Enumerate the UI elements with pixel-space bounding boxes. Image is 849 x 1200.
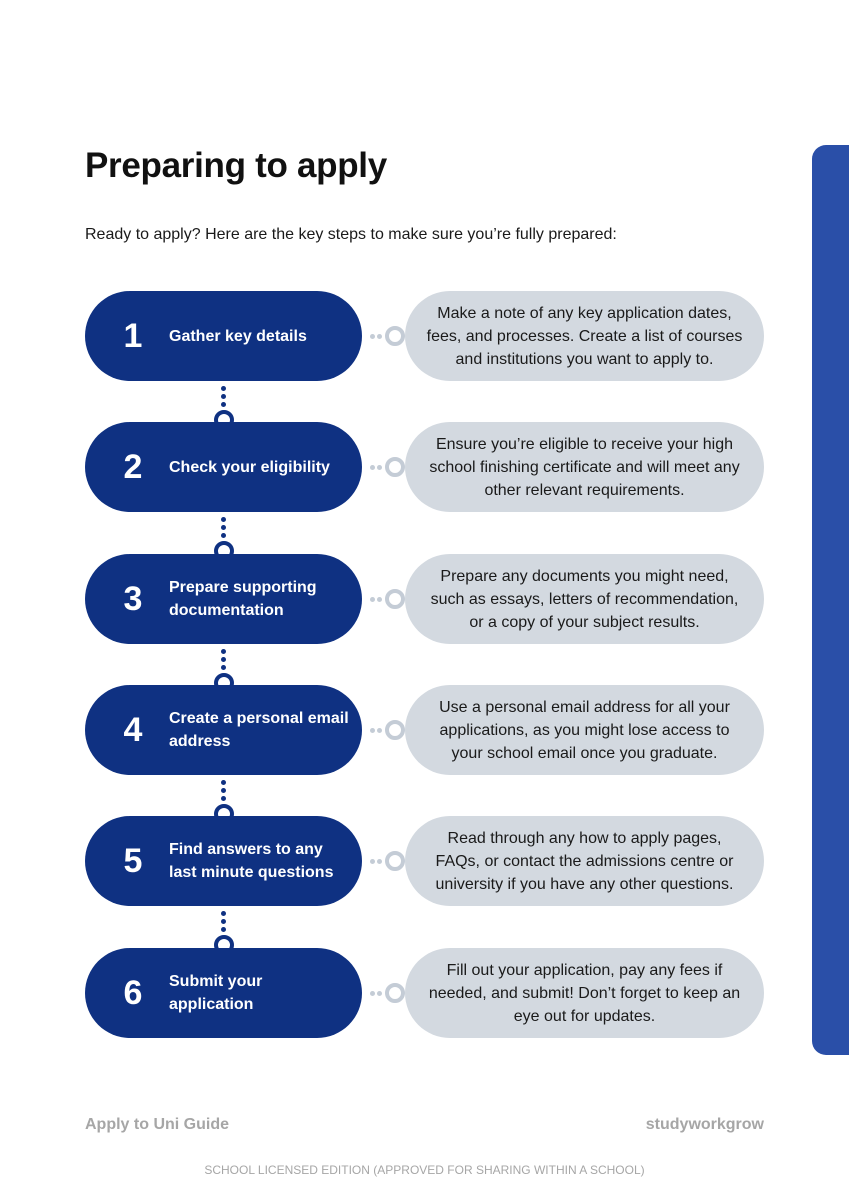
- step-number: 1: [123, 317, 143, 355]
- connector-dot: [370, 728, 375, 733]
- step-description: Ensure you’re eligible to receive your high school finishing certificate and will meet any other relevant requirements.: [405, 422, 764, 512]
- step-description: Read through any how to apply pages, FAQs, or contact the admissions centre or university if you have any other questions.: [405, 816, 764, 906]
- step-description: Prepare any documents you might need, such as essays, letters of recommendation, or a copy of your subject results.: [405, 554, 764, 644]
- step-number: 3: [123, 580, 143, 618]
- step-description: Fill out your application, pay any fees if needed, and submit! Don’t forget to keep an eye out for updates.: [405, 948, 764, 1038]
- timeline-dot: [221, 665, 226, 670]
- connector-dot: [377, 859, 382, 864]
- intro-text: Ready to apply? Here are the key steps to make sure you’re fully prepared:: [85, 226, 617, 243]
- step-pill: [85, 685, 362, 775]
- timeline-dot: [221, 919, 226, 924]
- connector-ring: [385, 457, 405, 477]
- connector-dot: [377, 597, 382, 602]
- connector-ring: [385, 720, 405, 740]
- connector-dot: [377, 728, 382, 733]
- step-pill: [85, 554, 362, 644]
- connector-dot: [370, 991, 375, 996]
- side-tab: [812, 145, 849, 1055]
- step-pill: [85, 291, 362, 381]
- timeline-dot: [221, 780, 226, 785]
- connector-dot: [377, 991, 382, 996]
- timeline-dot: [221, 796, 226, 801]
- step-title: Submit your application: [169, 973, 263, 1013]
- connector-dot: [377, 334, 382, 339]
- connector-dot: [370, 334, 375, 339]
- timeline-dot: [221, 657, 226, 662]
- timeline-dot: [221, 533, 226, 538]
- timeline-dot: [221, 517, 226, 522]
- guide-name: Apply to Uni Guide: [85, 1116, 229, 1133]
- step-description: Use a personal email address for all your applications, as you might lose access to your school email once you graduate.: [405, 685, 764, 775]
- timeline-dot: [221, 649, 226, 654]
- timeline-dot: [221, 788, 226, 793]
- step-title: Gather key details: [169, 327, 307, 345]
- timeline-dot: [221, 927, 226, 932]
- connector-dot: [377, 465, 382, 470]
- step-title: Check your eligibility: [169, 458, 330, 476]
- brand-name: studyworkgrow: [645, 1116, 764, 1133]
- step-number: 6: [123, 974, 143, 1012]
- page-title: Preparing to apply: [85, 146, 387, 185]
- step-title: Find answers to any last minute questions: [169, 841, 334, 881]
- connector-dot: [370, 597, 375, 602]
- step-number: 4: [123, 711, 143, 749]
- step-pill: [85, 422, 362, 512]
- step-number: 2: [123, 448, 143, 486]
- connector-ring: [385, 326, 405, 346]
- step-description: Make a note of any key application dates, fees, and processes. Create a list of courses and institutions you want to apply to.: [405, 291, 764, 381]
- step-title: Create a personal email address: [169, 710, 349, 750]
- step-pill: [85, 948, 362, 1038]
- timeline-dot: [221, 525, 226, 530]
- timeline-dot: [221, 402, 226, 407]
- timeline-dot: [221, 386, 226, 391]
- timeline-dot: [221, 394, 226, 399]
- step-title: Prepare supporting documentation: [169, 579, 317, 619]
- connector-ring: [385, 851, 405, 871]
- timeline-dot: [221, 911, 226, 916]
- connector-ring: [385, 983, 405, 1003]
- step-pill: [85, 816, 362, 906]
- connector-dot: [370, 465, 375, 470]
- edition-notice: SCHOOL LICENSED EDITION (APPROVED FOR SHARING WITHIN A SCHOOL): [204, 1163, 645, 1177]
- connector-ring: [385, 589, 405, 609]
- step-number: 5: [123, 842, 143, 880]
- connector-dot: [370, 859, 375, 864]
